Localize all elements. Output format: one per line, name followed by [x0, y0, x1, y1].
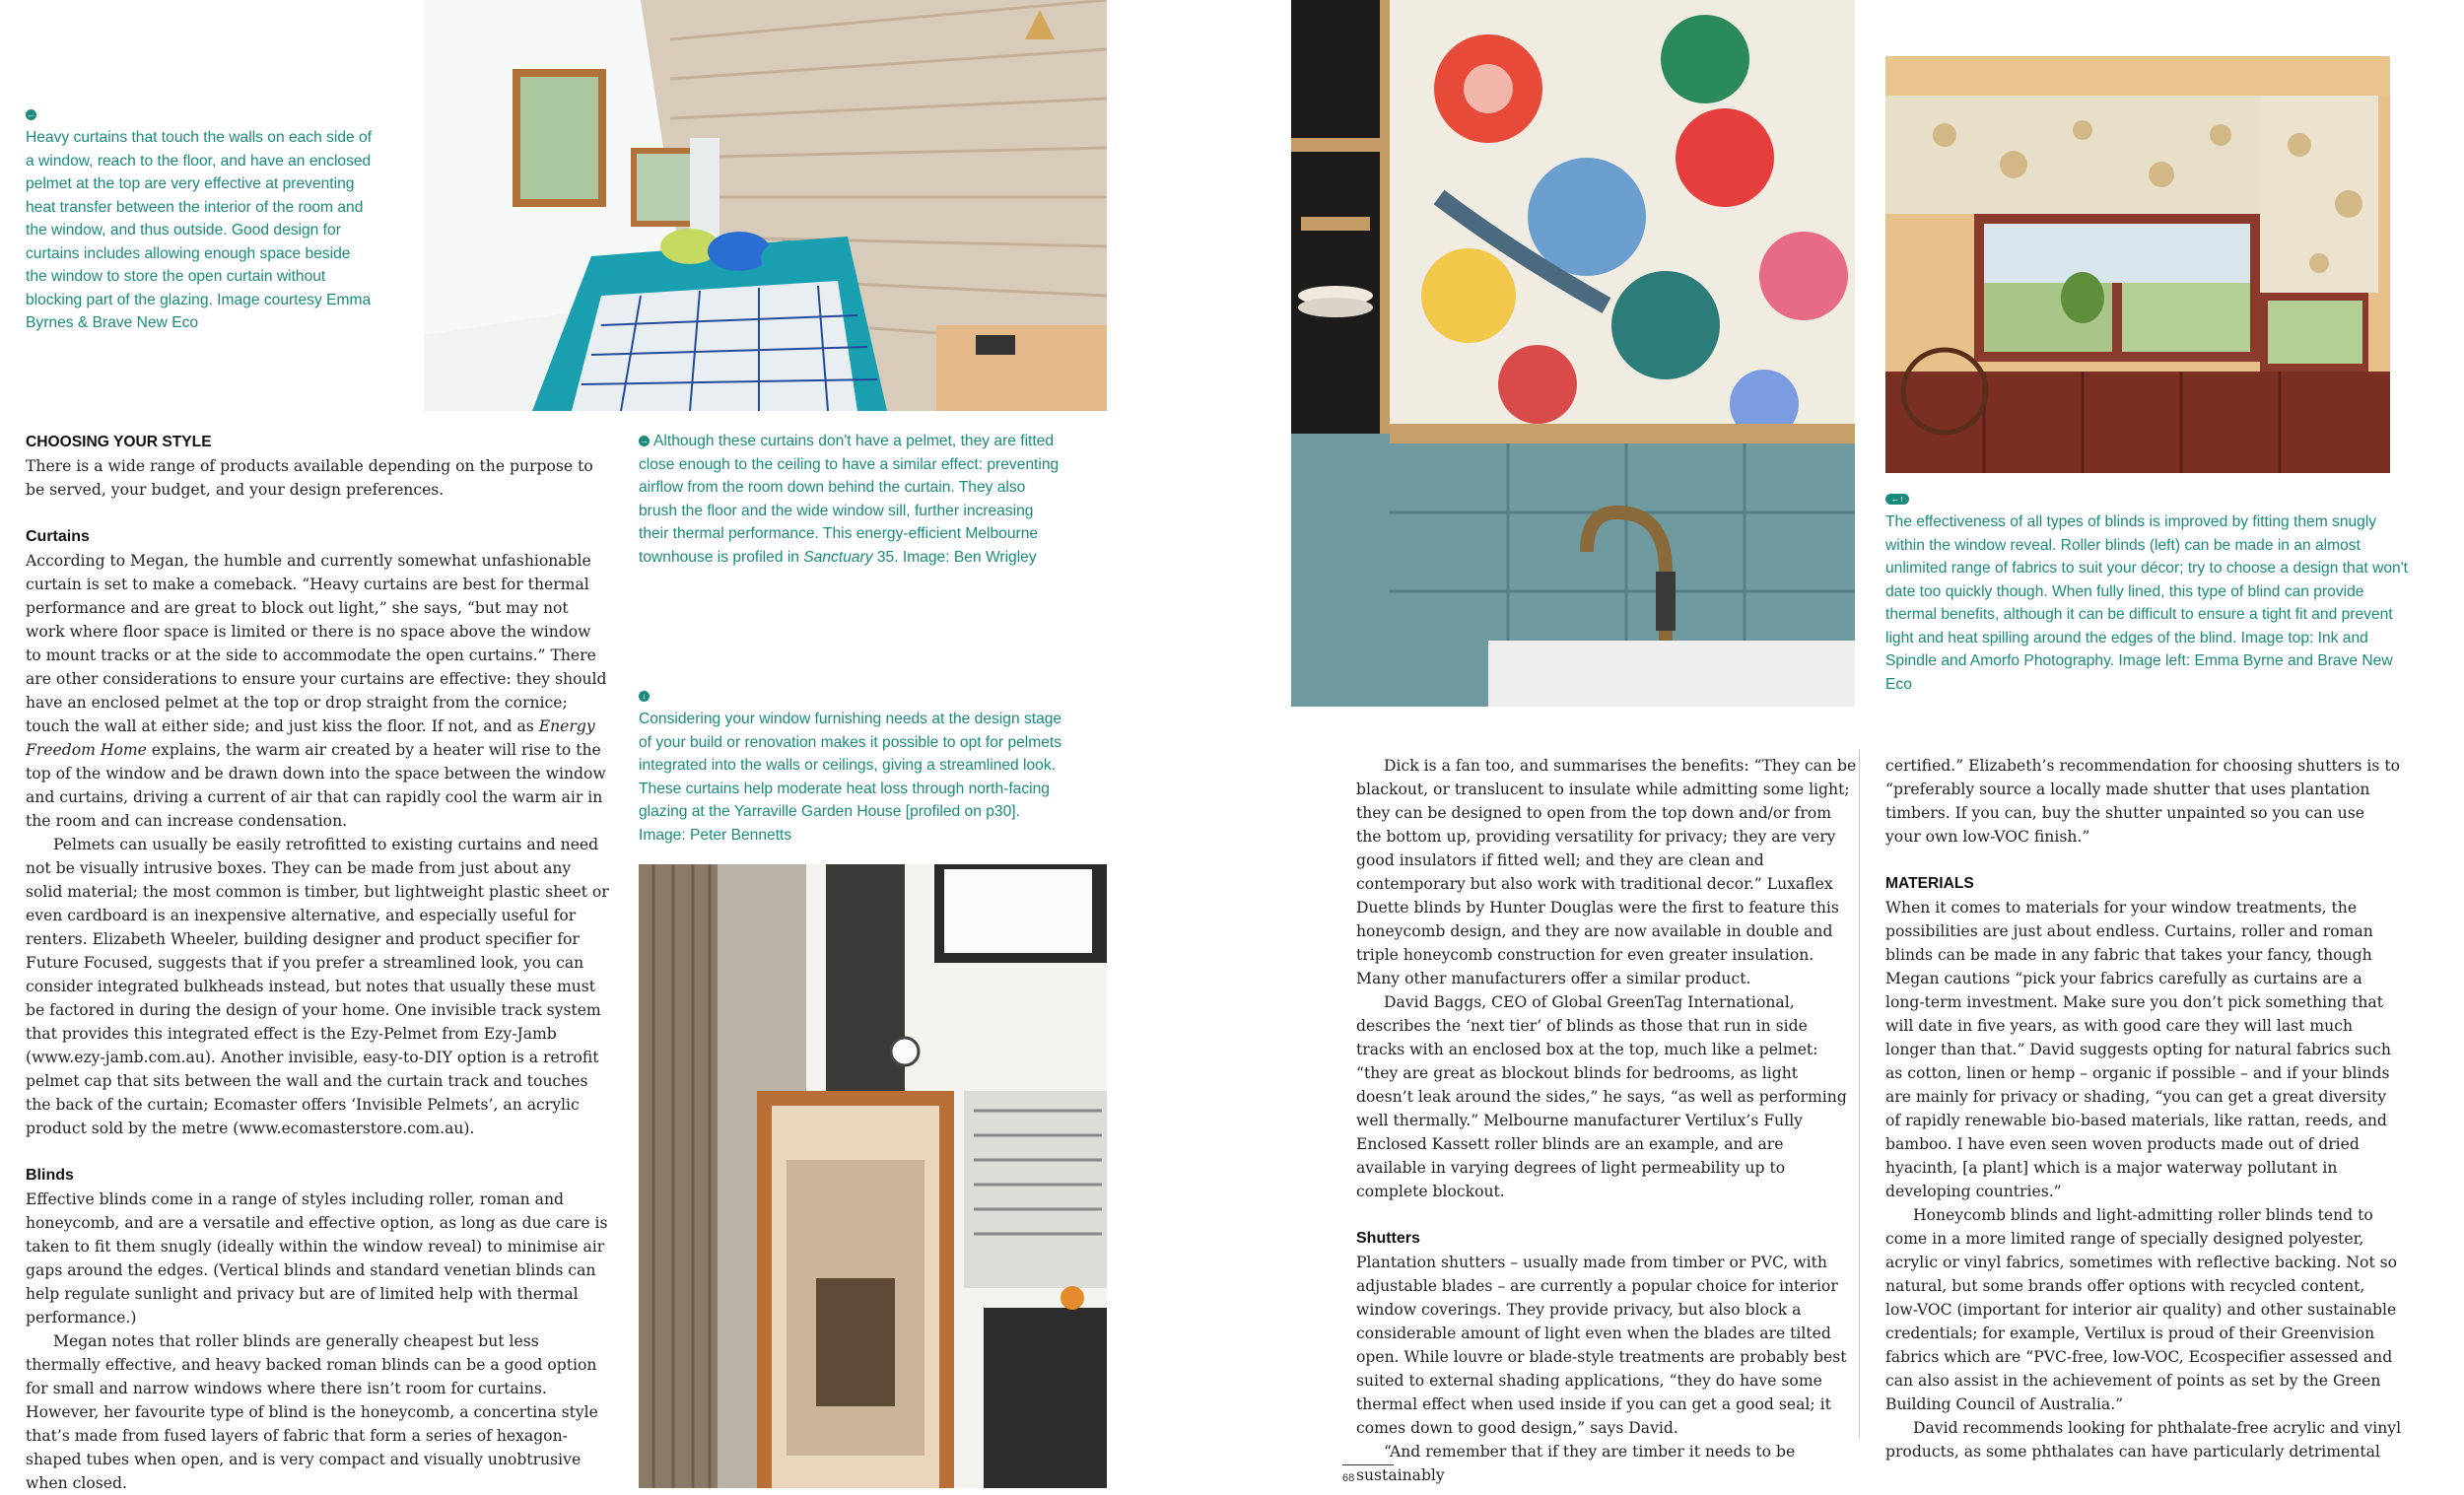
right-column-1	[1356, 754, 1857, 1487]
shutters-continued-paragraph: certified.” Elizabeth’s recommendation for choosing shutters is to “preferably source a locally made shutter that uses plantation timbers. If you can, buy the shutter unpainted so you can use your own low-VOC finish.”	[1885, 757, 2401, 846]
column-rule	[1859, 749, 1860, 1439]
caption-townhouse-text-a: Although these curtains don't have a pelmet, they are fitted close enough to the ceiling to have a similar effect: preventing airflow from the room down behind the curtain. They also brush the floor and the wide window sill, further increasing their thermal performance. This energy-efficient Melbourne townhouse is profiled in	[639, 433, 1060, 566]
heading-curtains: Curtains	[26, 528, 90, 545]
arrow-down-icon: ↓	[639, 691, 650, 702]
blinds-paragraph-2: Megan notes that roller blinds are generally cheapest but less thermally effective, and heavy backed roman blinds can be a good option for small and narrow windows where there isn’t room for curtains. However, her favourite type of blind is the honeycomb, a concertina style that’s made from fused layers of fabric that form a series of hexagon-shaped tubes when open, and is very compact and visually unobtrusive when closed.	[26, 1332, 598, 1492]
heading-blinds: Blinds	[26, 1167, 74, 1184]
caption-blinds-text: The effectiveness of all types of blinds is improved by fitting them snugly within the window reveal. Roller blinds (left) can be made in an almost unlimited range of fabrics to suit your décor; try to choose a design that won't date too quickly though. When fully lined, this type of blind can provide thermal benefits, although it can be difficult to ensure a tight fit and prevent light and heat spilling around the edges of the blind. Image top: Ink and Spindle and Amorfo Photography. Image left: Emma Byrne and Brave New Eco	[1885, 513, 2408, 693]
blinds-paragraph-1: Effective blinds come in a range of styles including roller, roman and honeycomb, and are a versatile and effective option, as long as due care is taken to fit them snugly (ideally within the window reveal) to minimise air gaps around the edges. (Vertical blinds and standard venetian blinds can help regulate sunlight and privacy but are of limited help with thermal performance.)	[26, 1190, 608, 1326]
caption-yarraville-text: Considering your window furnishing needs at the design stage of your build or renovation makes it possible to opt for pelmets integrated into the walls or ceilings, giving a streamlined look. These curtains help moderate heat loss through north-facing glazing at the Yarraville Garden House [profiled on p30]. Image: Peter Bennetts	[639, 711, 1062, 844]
heading-materials: MATERIALS	[1885, 875, 1974, 892]
folio-rule	[1342, 1464, 1394, 1465]
arrow-left-up-icon: ←↑	[1885, 494, 1909, 505]
right-column-2	[1885, 754, 2402, 1463]
bedroom-photo	[424, 0, 1107, 411]
honeycomb-paragraph: Dick is a fan too, and summarises the benefits: “They can be blackout, or translucent to insulate while admitting some light; they can be designed to open from the top down and/or from the bottom up, providing versatility for privacy; they are very good insulators if fitted well; and they are clean and contemporary but also work with traditional decor.” Luxaflex Duette blinds by Hunter Douglas were the first to feature this honeycomb design, and they are now available in double and triple honeycomb construction for even greater insulation. Many other manufacturers offer a similar product.	[1356, 757, 1857, 987]
next-tier-paragraph: David Baggs, CEO of Global GreenTag International, describes the ‘next tier’ of blinds as those that run in side tracks with an enclosed box at the top, much like a pelmet: “they are great as blockout blinds for bedrooms, as light doesn’t leak around the sides,” he says, “as well as performing well thermally.” Melbourne manufacturer Vertilux’s Fully Enclosed Kassett roller blinds are an example, and are available in varying degrees of light permeability up to complete blockout.	[1356, 993, 1847, 1200]
caption-bedroom-text: Heavy curtains that touch the walls on each side of a window, reach to the floor, and have an enclosed pelmet at the top are very effective at preventing heat transfer between the interior of the room and the window, and thus outside. Good design for curtains includes allowing enough space beside the window to store the open curtain without blocking part of the glazing. Image courtesy Emma Byrnes & Brave New Eco	[26, 129, 373, 331]
materials-paragraph-3: David recommends looking for phthalate-free acrylic and vinyl products, as some phthalates can have particularly detrimental	[1885, 1419, 2402, 1461]
shutters-paragraph-2: “And remember that if they are timber it needs to be sustainably	[1356, 1443, 1796, 1484]
arrow-left-icon: ←	[27, 109, 35, 120]
floral-blind-photo	[1291, 0, 1855, 707]
roller-blind-photo	[1885, 56, 2390, 473]
caption-blinds	[1885, 493, 2408, 696]
arrow-right-icon: →	[640, 436, 649, 446]
curtains-paragraph-1: According to Megan, the humble and currently somewhat unfashionable curtain is set to make a comeback. “Heavy curtains are best for thermal performance and are great to block out light,” she says, “but may not work where floor space is limited or there is no space above the window to mount tracks or at the side to accommodate the open curtains.” There are other considerations to ensure your curtains are effective: they should have an enclosed pelmet at the top or drop straight from the cornice; touch the wall at either side; and just kiss the floor. If not, and as Energy Freedom Home explains, the warm air created by a heater will rise to the top of the window and be drawn down into the space between the window and curtains, driving a current of air that can rapidly cool the warm air in the room and can increase condensation.	[26, 552, 607, 830]
page-number: 68	[1342, 1472, 1355, 1484]
curtains-paragraph-2: Pelmets can usually be easily retrofitted to existing curtains and need not be visually intrusive boxes. They can be made from just about any solid material; the most common is timber, but lightweight plastic sheet or even cardboard is an inexpensive alternative, and especially useful for renters. Elizabeth Wheeler, building designer and product specifier for Future Focused, suggests that if you prefer a streamlined look, you can consider integrated bulkheads instead, but notes that usually these must be factored in during the design of your home. One invisible track system that provides this integrated effect is the Ezy-Pelmet from Ezy-Jamb (www.ezy-jamb.com.au). Another invisible, easy-to-DIY option is a retrofit pelmet cap that sits between the wall and the curtain track and touches the back of the curtain; Ecomaster offers ‘Invisible Pelmets’, an acrylic product sold by the metre (www.ecomasterstore.com.au).	[26, 836, 609, 1137]
intro-paragraph: There is a wide range of products available depending on the purpose to be served, your budget, and your design preferences.	[26, 457, 593, 499]
caption-townhouse-italic: Sanctuary	[803, 548, 873, 566]
caption-townhouse-text-b: 35. Image: Ben Wrigley	[872, 548, 1037, 566]
caption-townhouse	[639, 430, 1062, 569]
townhouse-photo	[639, 864, 1107, 1488]
materials-paragraph-2: Honeycomb blinds and light-admitting roller blinds tend to come in a more limited range of specially designed polyester, acrylic or vinyl fabrics, sometimes with reflective backing. Not so natural, but some brands offer options with recycled content, low-VOC (important for interior air quality) and other sustainable credentials; for example, Vertilux is proud of their Greenvision fabrics which are “PVC-free, low-VOC, Ecospecifier assessed and can also assist in the achievement of points as set by the Green Building Council of Australia.”	[1885, 1206, 2398, 1413]
materials-paragraph-1: When it comes to materials for your window treatments, the possibilities are just about endless. Curtains, roller and roman blinds can be made in any fabric that takes your fancy, though Megan cautions “pick your fabrics carefully as curtains are a long-term investment. Make sure you don’t pick something that will date in five years, as with good care they will last much longer than that.” David suggests opting for natural fabrics such as cotton, linen or hemp – organic if possible – and if your blinds are mainly for privacy or shading, “you can get a great diversity of rapidly renewable bio-based materials, like rattan, reeds, and bamboo. I have even seen woven products made out of dried hyacinth, [a plant] which is a major waterway pollutant in developing countries.”	[1885, 899, 2391, 1200]
heading-shutters: Shutters	[1356, 1230, 1420, 1247]
caption-bedroom	[26, 108, 376, 335]
left-article	[26, 431, 609, 1495]
heading-choosing-style: CHOOSING YOUR STYLE	[26, 434, 212, 450]
caption-yarraville	[639, 690, 1062, 847]
shutters-paragraph-1: Plantation shutters – usually made from timber or PVC, with adjustable blades – are currently a popular choice for interior window coverings. They provide privacy, but also block a considerable amount of light even when the blades are tilted open. While louvre or blade-style treatments are probably best suited to external shading applications, “they do have some thermal effect when used inside if you can get a good seal; it comes down to good design,” says David.	[1356, 1254, 1847, 1437]
